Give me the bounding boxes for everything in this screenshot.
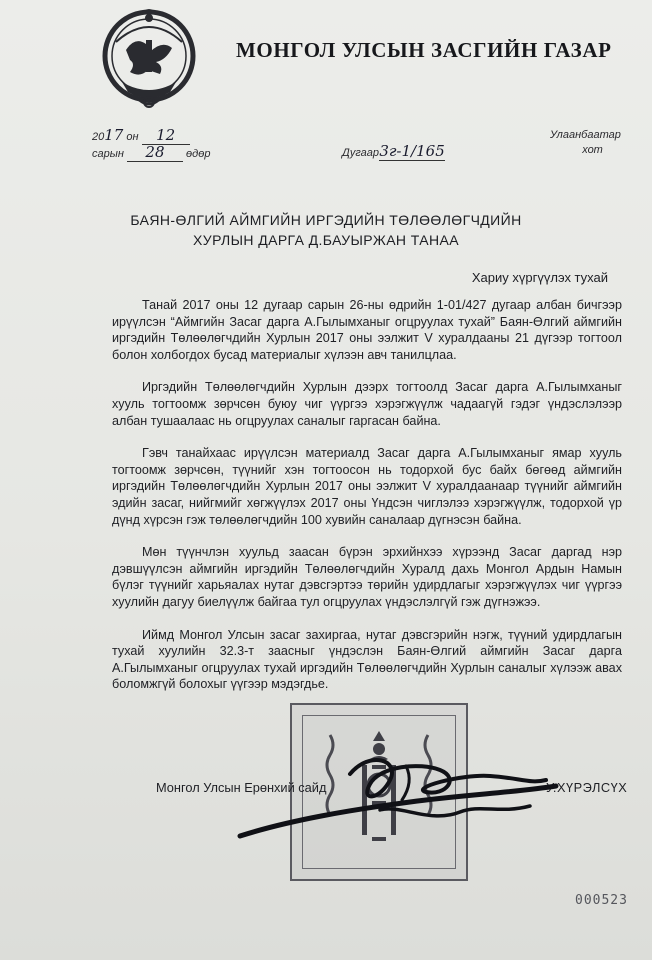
addressee	[0, 210, 652, 250]
year-suffix: он	[126, 131, 139, 143]
subject-line: Хариу хүргүүлэх тухай	[471, 270, 608, 285]
organization-title: МОНГОЛ УЛСЫН ЗАСГИЙН ГАЗАР	[236, 38, 612, 62]
city-name: Улаанбаатар	[550, 129, 621, 141]
letter-body	[112, 297, 622, 709]
body-paragraph-4: Мөн түүнчлэн хуульд заасан бүрэн эрхийнхээ хүрээнд Засаг даргад нэр дэвшүүлсэн аймгийн иргэдийн Төлөөлөгчдийн Хуралд дахь Монгол Ардын Намын бүлэг түүнийг харьяалах нутаг дэвсгэртээ төрийн удирдлагыг хэрэгжүүлэх чиг үүргээ хуулийн дагуу биелүүлж байгаа тул огцруулах үндэслэлгүй гэж дүгнэжээ.	[112, 545, 622, 609]
city-type: хот	[582, 144, 603, 156]
addressee-line-1: БАЯН-ӨЛГИЙ АЙМГИЙН ИРГЭДИЙН ТӨЛӨӨЛӨГЧДИЙН	[130, 212, 522, 228]
serial-number: 000523	[575, 893, 628, 908]
body-paragraph-3: Гэвч танайхаас ирүүлсэн материалд Засаг дарга А.Гылымханыг ямар хууль тогтоомж зөрчсөн, түүнийг хэн тогтоосон нь тодорхой бус байх бөгөөд аймгийн иргэдийн Төлөөлөгчдийн Хурлын 2017 оны ээлжит V хуралдаанаар түүнийг аймгийн эдийн засаг, нийгмийг хөгжүүлэх 2017 оны Үндсэн чиглэлээ хэрэгжүүлж, тодорхой үр дүнд хүрсэн гэж төлөөлөгчдийн 100 хувийн саналаар дүгнэсэн байна.	[112, 446, 622, 527]
body-paragraph-5: Иймд Монгол Улсын засаг захиргаа, нутаг дэвсгэрийн нэгж, түүний удирдлагын тухай хуулийн 32.3-т заасныг үндэслэн Баян-Өлгий аймгийн Засаг дарга А.Гылымханыг огцруулах тухай иргэдийн Төлөөлөгчдийн Хурлын саналыг хүлээж авах боломжгүй болохыг үүгээр мэдэгдье.	[112, 627, 622, 692]
day-handwritten: 28	[145, 143, 165, 161]
signatory-name: У.ХҮРЭЛСҮХ	[546, 780, 628, 795]
handwritten-signature-icon	[230, 740, 560, 860]
year-prefix: 20	[92, 131, 105, 143]
month-label: сарын	[92, 148, 124, 160]
reference-label: Дугаар	[342, 147, 380, 159]
signatory-title: Монгол Улсын Ерөнхий сайд	[156, 780, 327, 795]
state-emblem-icon	[100, 4, 198, 116]
date-block	[92, 126, 210, 160]
day-label: өдөр	[186, 148, 211, 160]
month-handwritten: 12	[156, 126, 176, 144]
reference-number	[342, 142, 445, 161]
reference-number-handwritten: 3г-1/165	[379, 142, 445, 160]
body-paragraph-2: Иргэдийн Төлөөлөгчдийн Хурлын дээрх тогтоолд Засаг дарга А.Гылымханыг хууль тогтоомж зөрчсөн буюу чиг үүргээ хэрэгжүүлж чадаагүй гэдэг үндэслэлээр албан тушаалаас нь огцруулах саналыг гаргасан байна.	[112, 380, 622, 428]
year-handwritten: 17	[104, 126, 124, 144]
city-block	[550, 128, 621, 158]
body-paragraph-1: Танай 2017 оны 12 дугаар сарын 26-ны өдрийн 1-01/427 дугаар албан бичгээр ирүүлсэн “Аймгийн Засаг дарга А.Гылымханыг огцруулах тухай” Баян-Өлгий аймгийн иргэдийн Төлөөлөгчдийн Хурлын 2017 оны ээлжит V хуралдааны 21 дүгээр тогтоол болон холбогдох бусад материалыг хүлээн авч танилцлаа.	[112, 298, 622, 362]
addressee-line-2: ХУРЛЫН ДАРГА Д.БАУЫРЖАН ТАНАА	[193, 232, 459, 248]
